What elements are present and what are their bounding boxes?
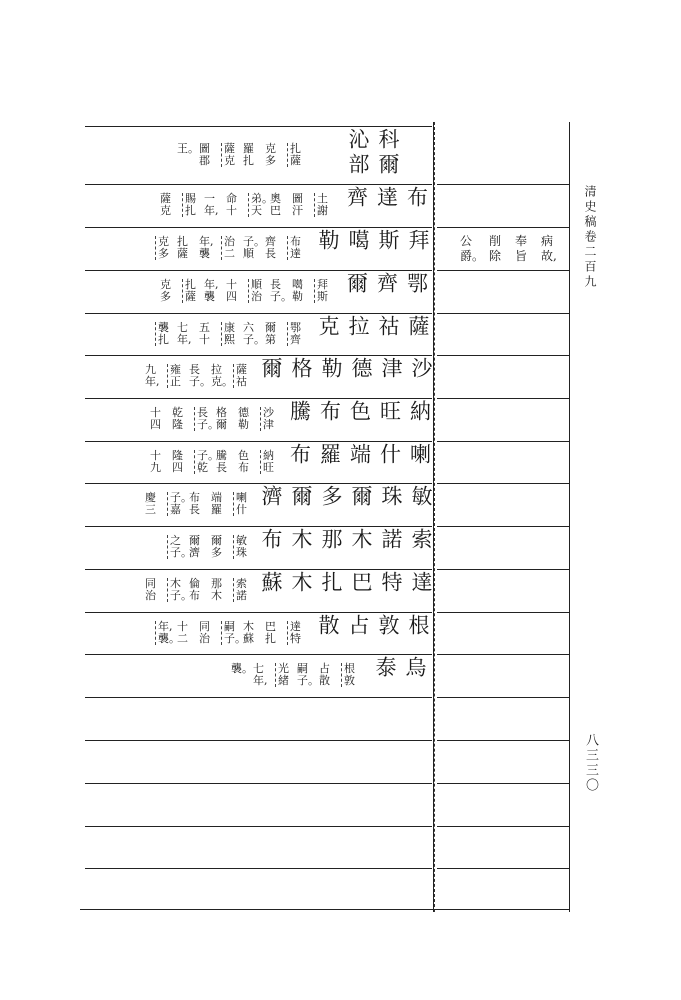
entry-name: 喇什端羅布	[287, 443, 432, 468]
annotation: 克 多	[155, 236, 180, 260]
annotation: 隆 四	[172, 448, 183, 474]
annotation: 木 蘇	[243, 619, 254, 645]
rule	[85, 654, 432, 655]
annotation: 康 熙	[221, 322, 246, 346]
rule	[85, 441, 432, 442]
annotation: 索 諾	[233, 578, 258, 602]
annotation: 色 布	[238, 448, 249, 474]
annotation: 九 年,	[145, 363, 160, 388]
table-row	[85, 656, 431, 696]
annotation: 十 四	[226, 278, 237, 303]
rule	[85, 697, 432, 698]
annotation: 長 子。	[270, 278, 292, 303]
annotation: 根 敦	[341, 663, 366, 687]
annotation: 沙 津	[260, 407, 285, 431]
rule	[437, 355, 569, 356]
annotation: 爾 濟	[189, 534, 200, 559]
annotation: 子。 嘉	[167, 492, 192, 516]
annotation: 之 子。	[167, 535, 192, 559]
table-row	[85, 571, 431, 611]
annotation: 土 謝	[314, 193, 339, 217]
annotation: 克 多	[265, 141, 276, 167]
annotation: 年, 襲	[204, 278, 219, 303]
annotation: 同 治	[199, 619, 210, 645]
page-number: 八三三〇	[583, 733, 598, 793]
rule	[437, 398, 569, 399]
rule	[437, 184, 569, 185]
annotation: 達 特	[287, 621, 312, 645]
annotation: 圖 汗	[292, 192, 303, 217]
rule	[85, 355, 432, 356]
table-row	[85, 272, 431, 312]
annotation: 十 四	[150, 406, 161, 431]
rule	[85, 270, 432, 271]
annotation: 一 年,	[204, 192, 219, 217]
annotation: 年, 襲	[199, 235, 214, 260]
rule	[437, 441, 569, 442]
annotation: 十 九	[150, 448, 161, 474]
rule	[437, 826, 569, 827]
annotation: 爾 多	[211, 534, 222, 559]
rule	[80, 909, 570, 910]
annotation: 治 二	[221, 236, 246, 260]
annotation: 那 木	[211, 577, 222, 602]
entry-name: 達特巴扎木蘇	[259, 571, 433, 596]
table-row	[85, 485, 431, 525]
annotation: 扎 薩	[177, 235, 188, 260]
entry-name: 科爾沁部	[346, 128, 400, 178]
annotation: 齊 長	[265, 235, 276, 260]
entry-name: 沙津德勒格爾	[259, 357, 433, 382]
annotation: 占 散	[319, 662, 330, 687]
frame-line-outer-right	[569, 122, 570, 912]
entry-name: 納旺色布騰	[287, 400, 432, 425]
annotation: 布 長	[189, 491, 200, 516]
annotation: 慶 三	[145, 491, 156, 516]
entry-name: 索諾木那木布	[259, 528, 433, 553]
annotation: 嗣 子。	[297, 662, 319, 687]
rule	[437, 697, 569, 698]
rule	[85, 569, 432, 570]
annotation: 嗣 子。	[221, 621, 246, 645]
table-row	[85, 614, 431, 653]
annotation: 子。 順	[243, 235, 265, 260]
annotation: 七 年,	[253, 662, 268, 687]
entry-name: 烏泰	[373, 656, 427, 681]
rule	[85, 398, 432, 399]
table-row	[85, 186, 431, 226]
annotation: 賜 扎	[182, 193, 207, 217]
annotation: 奧 巴	[270, 192, 281, 217]
rule	[437, 654, 569, 655]
annotation: 薩 克	[160, 192, 171, 217]
annotation: 德 勒	[238, 406, 249, 431]
annotation: 六 子。	[243, 320, 265, 346]
rule	[85, 227, 432, 228]
annotation: 薩 克	[221, 143, 246, 167]
annotation: 騰 長	[216, 448, 227, 474]
annotation: 巴 扎	[265, 619, 276, 645]
margin-title: 清史稿卷二百九	[583, 185, 597, 290]
annotation: 端 羅	[211, 491, 222, 516]
annotation: 子。 乾	[194, 450, 219, 474]
annotation: 襲。	[231, 662, 253, 675]
rule	[437, 569, 569, 570]
entry-name: 敏珠爾多爾濟	[259, 485, 433, 510]
annotation: 光 緒	[275, 663, 300, 687]
annotation: 長 子。	[194, 407, 219, 431]
rule	[437, 783, 569, 784]
rule	[85, 868, 432, 869]
rule	[437, 483, 569, 484]
annotation: 敏 珠	[233, 535, 258, 559]
table-row	[85, 400, 431, 440]
rule	[437, 313, 569, 314]
annotation: 弟。 天	[248, 193, 273, 217]
note-text: 病 故,	[541, 234, 557, 263]
rule	[85, 313, 432, 314]
rule	[437, 270, 569, 271]
annotation: 順 治	[248, 279, 273, 303]
annotation: 圖 郡	[199, 141, 210, 167]
annotation: 扎 薩	[287, 143, 312, 167]
table-row	[85, 229, 431, 269]
rule	[437, 612, 569, 613]
annotation: 噶 勒	[292, 278, 303, 303]
annotation: 鄂 齊	[287, 322, 312, 346]
rule	[85, 126, 432, 127]
annotation: 五 十	[199, 320, 210, 346]
annotation: 木 子。	[167, 578, 192, 602]
entry-name: 根敦占散	[316, 614, 430, 639]
annotation: 克 多	[160, 278, 171, 303]
annotation: 布 達	[287, 236, 312, 260]
annotation: 雍 正	[167, 364, 192, 388]
note-text: 削 除	[489, 234, 502, 263]
note-text: 奉 旨	[515, 234, 528, 263]
annotation: 格 爾	[216, 406, 227, 431]
entry-name: 薩祜拉克	[316, 315, 430, 340]
entry-name: 布達齊	[344, 186, 429, 211]
annotation: 納 旺	[260, 450, 285, 474]
rule	[437, 526, 569, 527]
rule	[437, 227, 569, 228]
annotation: 扎 薩	[182, 279, 207, 303]
annotation: 年, 襲。	[155, 621, 180, 645]
table-row	[85, 528, 431, 568]
rule	[85, 826, 432, 827]
table-row	[85, 443, 431, 482]
rule	[85, 783, 432, 784]
rule	[437, 868, 569, 869]
table-row	[85, 128, 431, 183]
annotation: 倫 布	[189, 577, 200, 602]
annotation: 乾 隆	[172, 406, 183, 431]
rule	[85, 184, 432, 185]
rule	[85, 740, 432, 741]
entry-name: 鄂齊爾	[344, 272, 429, 297]
annotation: 王。	[177, 141, 199, 155]
annotation: 襲 扎	[155, 322, 180, 346]
annotation: 爾 第	[265, 320, 276, 346]
annotation: 薩 祜	[233, 364, 258, 388]
annotation: 長 子。	[189, 363, 211, 388]
annotation: 拜 斯	[314, 279, 339, 303]
annotation: 命 十	[226, 192, 237, 217]
rule	[85, 612, 432, 613]
annotation: 羅 扎	[243, 141, 254, 167]
annotation: 喇 什	[233, 492, 258, 516]
rule	[85, 526, 432, 527]
rule	[437, 740, 569, 741]
note-text: 公 爵。	[460, 234, 485, 263]
table-row	[85, 357, 431, 397]
annotation: 七 年,	[177, 320, 192, 346]
annotation: 同 治	[145, 577, 156, 602]
table-row	[85, 315, 431, 354]
annotation: 十 二	[177, 619, 188, 645]
rule	[85, 483, 432, 484]
entry-name: 拜斯噶勒	[316, 229, 430, 254]
annotation: 拉 克。	[211, 363, 233, 388]
